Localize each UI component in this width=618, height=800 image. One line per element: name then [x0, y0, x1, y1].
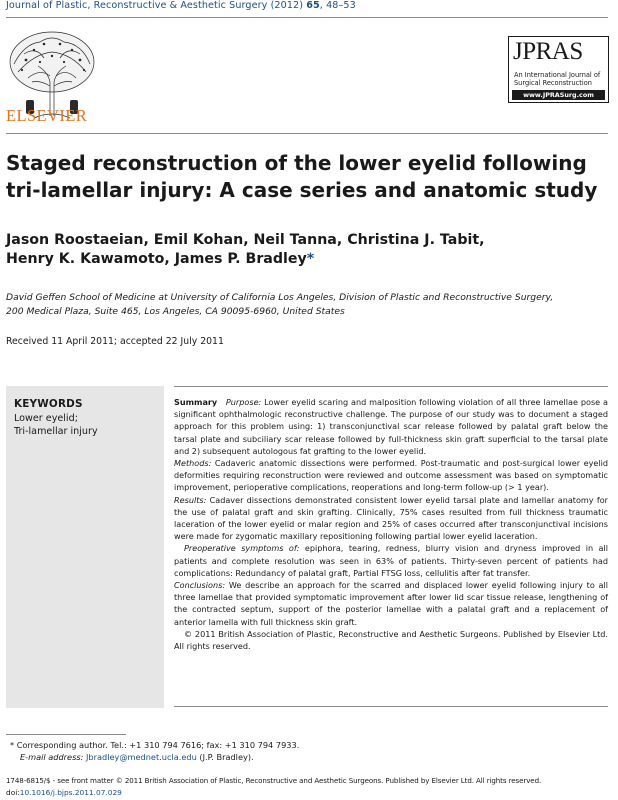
email-name: (J.P. Bradley). [196, 752, 254, 762]
doi-label: doi: [6, 788, 20, 797]
preop-label: Preoperative symptoms of: [184, 543, 300, 554]
summary-label: Summary [174, 397, 218, 407]
email-label: E-mail address: [20, 752, 84, 762]
doi-line [6, 788, 122, 797]
conclusions-text: We describe an approach for the scarred and displaced lower eyelid following injury to all three lamellae that provided symptomatic improvement after lower lid scar tissue release, lengthening of the contracted septum, support of the posterior lamellae with a palatal graft and a replacement of anterior lamella with full thickness skin graft. [174, 580, 608, 627]
abstract-preop [174, 542, 608, 579]
corresponding-author-mark[interactable]: * [306, 251, 315, 267]
results-label: Results: [174, 494, 207, 505]
masthead-divider [6, 133, 608, 134]
preop-text: epiphora, tearing, redness, blurry vision and dryness improved in all patients and complete resolution was seen in 63% of patients. Thirty-seven percent of patients had complications: Redundancy of palatal graft, Partial FTSG loss, cellulitis after fat transfer. [174, 543, 608, 578]
affiliation-line-2: 200 Medical Plaza, Suite 465, Los Angeles, CA 90095-6960, United States [6, 306, 345, 317]
jpras-title: JPRAS [513, 38, 583, 65]
abstract-bottom-divider [174, 706, 608, 707]
elsevier-wordmark: ELSEVIER [6, 106, 88, 125]
abstract-methods [174, 457, 608, 494]
journal-volume: 65 [306, 0, 320, 11]
purpose-label: Purpose: [225, 397, 262, 407]
abstract-conclusions [174, 579, 608, 628]
journal-pages: , 48–53 [319, 0, 356, 11]
email-footnote [20, 752, 254, 762]
footnote-divider [6, 734, 126, 735]
affiliation-line-1: David Geffen School of Medicine at University of California Los Angeles, Division of Plastic and Reconstructive Surgery, [6, 292, 554, 303]
issn-copyright-line: 1748-6815/$ - see front matter © 2011 British Association of Plastic, Reconstructive and Aesthetic Surgeons. Published by Elsevier Ltd. All rights reserved. [6, 776, 542, 785]
conclusions-label: Conclusions: [174, 580, 226, 591]
corresponding-author-footnote: * Corresponding author. Tel.: +1 310 794 7616; fax: +1 310 794 7933. [10, 740, 300, 750]
journal-name: Journal of Plastic, Reconstructive & Aesthetic Surgery (2012) [6, 0, 304, 11]
article-title-line-2: tri-lamellar injury: A case series and anatomic study [6, 178, 598, 202]
results-text: Cadaver dissections demonstrated consistent lower eyelid tarsal plate and lamellar anatomy for the use of palatal graft and skin grafting. Clinically, 75% cases resulted from full thickness traumatic laceration of the lower eyelid or malar region and 25% of cases occurred after transconjunctival incisions were made for zygomatic maxillary repositioning following partial lower eyelid laceration. [174, 494, 608, 542]
jpras-journal-logo[interactable] [508, 36, 609, 103]
keyword-item: Lower eyelid; [14, 413, 78, 424]
journal-citation[interactable] [6, 0, 356, 11]
article-title-line-1: Staged reconstruction of the lower eyelid following [6, 151, 587, 175]
article-title [6, 150, 606, 204]
affiliation [6, 291, 612, 319]
purpose-text: Lower eyelid scaring and malposition following violation of all three lamellae pose a significant ophthalmologic reconstructive challenge. The purpose of our study was to document a staged approach for this problem using: 1) transconjunctival scar release followed by palatal graft below the tarsal plate and subciliary scar release followed by full-thickness skin graft superficial to the tarsal plate and 2) subsequent autologous fat grafting to the lower eyelid. [174, 397, 608, 456]
jpras-subtitle-2: Surgical Reconstruction [514, 79, 592, 87]
abstract-results [174, 494, 608, 543]
doi-link[interactable]: 10.1016/j.bjps.2011.07.029 [19, 788, 122, 797]
email-link[interactable]: Jbradley@mednet.ucla.edu [86, 752, 197, 762]
header-divider [6, 17, 608, 18]
keyword-item: Tri-lamellar injury [14, 426, 98, 437]
jpras-subtitle-1: An International Journal of [514, 71, 601, 79]
authors-line-2: Henry K. Kawamoto, James P. Bradley [6, 251, 307, 267]
abstract-copyright: © 2011 British Association of Plastic, Reconstructive and Aesthetic Surgeons. Published by Elsevier Ltd. All rights reserved. [174, 628, 608, 652]
jpras-url-link[interactable]: www.JPRASurg.com [512, 90, 605, 100]
abstract-top-divider [174, 386, 608, 387]
received-dates: Received 11 April 2011; accepted 22 July 2011 [6, 336, 224, 347]
authors-line-1: Jason Roostaeian, Emil Kohan, Neil Tanna, Christina J. Tabit, [6, 232, 485, 248]
abstract-body [174, 396, 608, 652]
methods-text: Cadaveric anatomic dissections were performed. Post-traumatic and post-surgical lower eyelid deformities requiring reconstruction were reviewed and outcome assessment was based on symptomatic improvement, perioperative complications, reoperations and long-term follow-up (> 1 year). [174, 458, 608, 493]
abstract-purpose [174, 396, 608, 457]
author-list [6, 231, 606, 269]
methods-label: Methods: [174, 458, 212, 469]
keywords-heading: KEYWORDS [14, 398, 83, 410]
